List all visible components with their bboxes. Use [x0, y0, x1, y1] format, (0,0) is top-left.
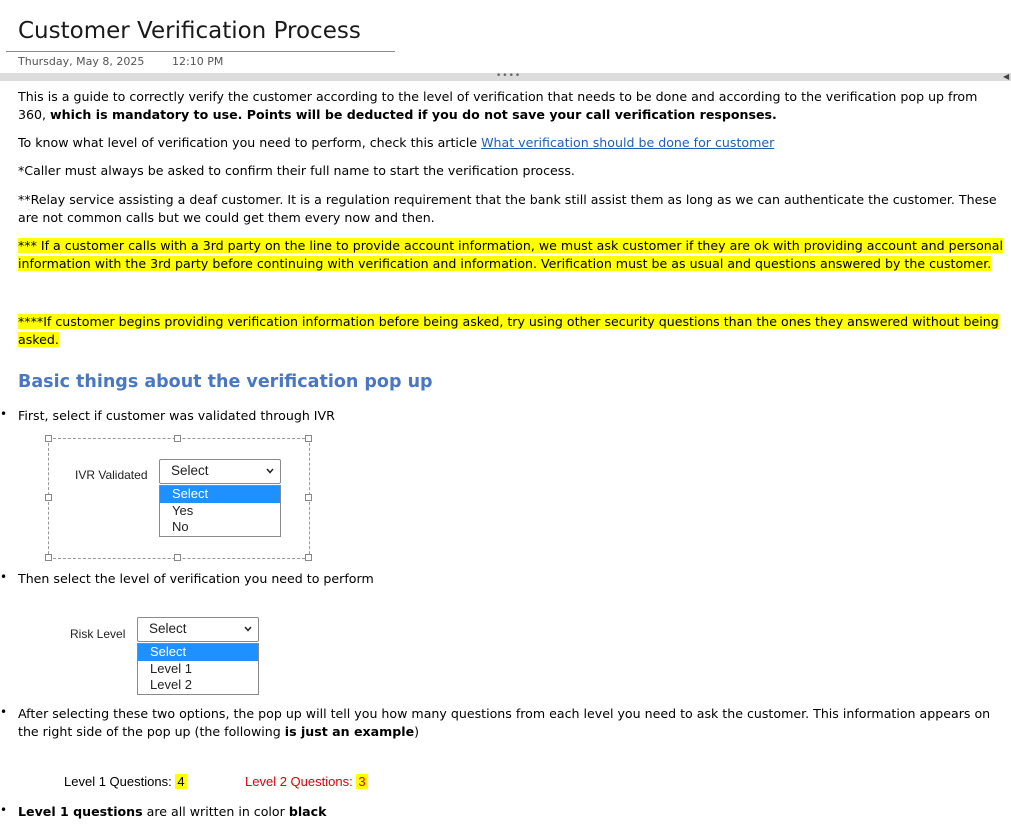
ivr-validated-select[interactable] — [159, 459, 281, 484]
chevron-down-icon — [266, 467, 274, 475]
bullet-ivr-text: First, select if customer was validated through IVR — [18, 408, 335, 423]
risk-option[interactable]: Select — [138, 644, 258, 661]
risk-options-list[interactable] — [137, 643, 259, 695]
level1-color-bold: Level 1 questions — [18, 804, 143, 819]
level1-color-value: black — [288, 804, 327, 819]
ivr-option[interactable]: Select — [160, 486, 280, 503]
level1-color-text: are all written in color — [142, 804, 289, 819]
level2-questions — [245, 774, 368, 789]
resize-handle-icon[interactable] — [305, 435, 312, 442]
bullet-result-end: ) — [414, 724, 420, 739]
risk-level-select[interactable] — [137, 617, 259, 642]
article-text: To know what level of verification you need to perform, check this article — [18, 135, 482, 150]
section-heading: Basic things about the verification pop up — [18, 372, 433, 392]
bullet-icon: • — [0, 407, 8, 421]
chevron-down-icon — [244, 625, 252, 633]
level2-questions-count: 3 — [358, 774, 366, 789]
bullet-icon: • — [0, 803, 8, 817]
resize-handle-icon[interactable] — [305, 494, 312, 501]
bullet-icon: • — [0, 705, 8, 719]
resize-handle-icon[interactable] — [174, 435, 181, 442]
risk-selected-value: Select — [149, 621, 187, 636]
unprompted-info-note — [18, 313, 1008, 349]
ivr-option[interactable]: Yes — [172, 502, 194, 518]
bullet-result-paragraph — [18, 705, 1008, 741]
bullet-result-bold: is just an example — [284, 724, 415, 739]
bullet-level-text: Then select the level of verification you need to perform — [18, 571, 374, 586]
risk-level-label: Risk Level — [70, 627, 126, 641]
article-paragraph — [18, 134, 1008, 152]
drag-grip-icon[interactable]: •••• — [496, 71, 522, 81]
intro-text: This is a guide to correctly verify the customer according to the level of verification that needs to be done and according to the verification pop up from 360, — [18, 89, 978, 122]
intro-bold-text: which is mandatory to use. Points will be deducted if you do not save your call verification responses. — [50, 107, 777, 122]
verification-article-link[interactable]: What verification should be done for customer — [481, 135, 775, 150]
bullet-result-text: After selecting these two options, the pop up will tell you how many questions from each level you need to ask the customer. This information appears on the right side of the pop up (the following — [18, 706, 991, 739]
unprompted-info-text: ****If customer begins providing verification information before being asked, try using other security questions than the ones they answered without being asked. — [18, 314, 999, 347]
ivr-validated-label: IVR Validated — [75, 468, 148, 482]
page-title: Customer Verification Process — [18, 18, 361, 44]
level1-questions-count: 4 — [177, 774, 185, 789]
level1-questions-label: Level 1 Questions: — [64, 774, 172, 789]
third-party-note — [18, 237, 1008, 273]
relay-service-note: **Relay service assisting a deaf customer. It is a regulation requirement that the bank still assist them as long as we can authenticate the customer. These are not common calls but we could get them every now and then. — [18, 192, 997, 225]
risk-option[interactable]: Level 1 — [150, 660, 192, 676]
caller-name-note: *Caller must always be asked to confirm their full name to start the verification process. — [18, 163, 575, 178]
resize-handle-icon[interactable] — [305, 554, 312, 561]
page-time: 12:10 PM — [172, 55, 224, 68]
ivr-selected-value: Select — [171, 463, 209, 478]
level2-questions-label: Level 2 Questions: — [245, 774, 353, 789]
third-party-note-text: *** If a customer calls with a 3rd party on the line to provide account information, we must ask customer if they are ok with providing account and personal information with the 3rd party before continuing with verification and information. Verification must be as usual and questions answered by the customer. — [18, 238, 1003, 271]
level1-questions — [64, 774, 187, 789]
page-date: Thursday, May 8, 2025 — [18, 55, 145, 68]
resize-handle-icon[interactable] — [45, 554, 52, 561]
collapse-arrow-icon[interactable]: ◀ — [1003, 72, 1010, 81]
resize-handle-icon[interactable] — [45, 494, 52, 501]
title-divider — [6, 51, 395, 52]
risk-option[interactable]: Level 2 — [150, 677, 192, 692]
intro-paragraph — [18, 88, 1008, 124]
ivr-option[interactable]: No — [172, 519, 189, 534]
bullet-icon: • — [0, 570, 8, 584]
resize-handle-icon[interactable] — [45, 435, 52, 442]
ivr-options-list[interactable] — [159, 485, 281, 537]
resize-handle-icon[interactable] — [174, 554, 181, 561]
level1-color-note — [18, 803, 1008, 821]
